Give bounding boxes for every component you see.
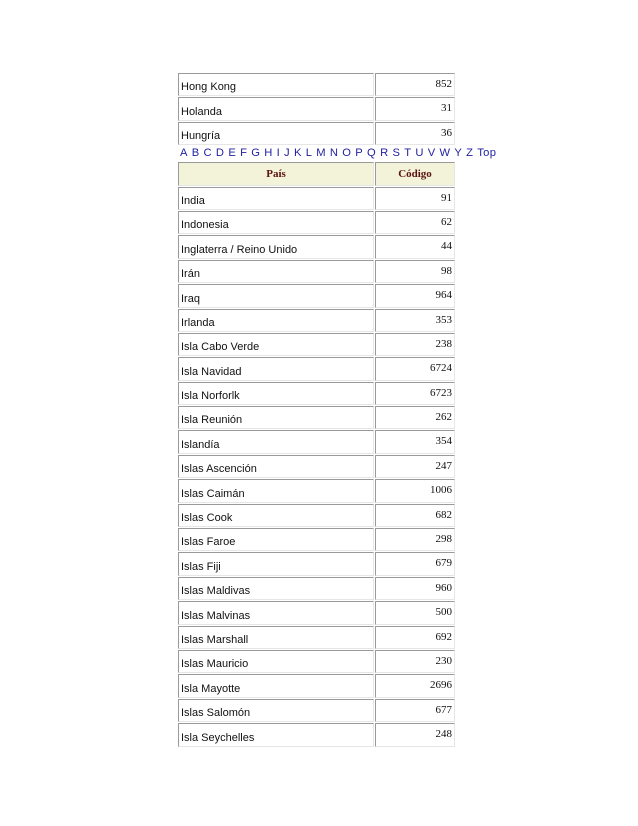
country-name: Islas Malvinas — [178, 601, 374, 624]
alphabet-link[interactable]: V — [427, 147, 436, 160]
table-row — [178, 673, 458, 697]
country-code-table — [178, 72, 497, 747]
alphabet-link[interactable]: A — [180, 147, 188, 160]
table-row — [178, 600, 458, 624]
alphabet-link[interactable]: J — [284, 147, 290, 160]
country-code: 6723 — [375, 382, 455, 405]
country-code: 6724 — [375, 357, 455, 380]
alphabet-link[interactable]: Y — [454, 147, 463, 160]
table-row — [178, 283, 458, 307]
header-code: Código — [375, 162, 455, 185]
country-code: 682 — [375, 504, 455, 527]
country-code: 262 — [375, 406, 455, 429]
country-code: 964 — [375, 284, 455, 307]
table-row — [178, 381, 458, 405]
header-country: País — [178, 162, 374, 185]
alphabet-link[interactable]: S — [392, 147, 401, 160]
alphabet-link[interactable]: Z — [466, 147, 474, 160]
country-name: Inglaterra / Reino Unido — [178, 235, 374, 258]
alphabet-link[interactable]: Q — [367, 147, 377, 160]
alphabet-link[interactable]: O — [342, 147, 352, 160]
alphabet-link[interactable]: D — [215, 147, 225, 160]
alphabet-link[interactable]: L — [305, 147, 313, 160]
country-code: 852 — [375, 73, 455, 96]
country-name: Islas Fiji — [178, 552, 374, 575]
alphabet-link[interactable]: C — [203, 147, 212, 160]
country-name: Irán — [178, 260, 374, 283]
country-code: 247 — [375, 455, 455, 478]
country-name: Islas Faroe — [178, 528, 374, 551]
table-row — [178, 625, 458, 649]
country-name: Islas Salomón — [178, 699, 374, 722]
country-name: Isla Reunión — [178, 406, 374, 429]
country-name: Irlanda — [178, 309, 374, 332]
country-name: Isla Mayotte — [178, 674, 374, 697]
alphabet-link[interactable]: I — [276, 147, 281, 160]
country-code: 91 — [375, 187, 455, 210]
country-name: Islas Ascención — [178, 455, 374, 478]
country-name: Hong Kong — [178, 73, 374, 96]
country-code: 238 — [375, 333, 455, 356]
country-code: 960 — [375, 577, 455, 600]
alphabet-link[interactable]: N — [329, 147, 339, 160]
table-body — [178, 186, 458, 747]
alphabet-link[interactable]: U — [415, 147, 424, 160]
country-code: 248 — [375, 723, 455, 746]
country-name: Isla Seychelles — [178, 723, 374, 746]
table-row — [178, 698, 458, 722]
table-row — [178, 576, 458, 600]
alphabet-link[interactable]: P — [355, 147, 364, 160]
country-name: India — [178, 187, 374, 210]
country-name: Islandía — [178, 430, 374, 453]
country-name: Hungría — [178, 122, 374, 145]
alphabet-link[interactable]: R — [380, 147, 389, 160]
country-code: 62 — [375, 211, 455, 234]
country-code: 1006 — [375, 479, 455, 502]
country-code: 354 — [375, 430, 455, 453]
country-code: 31 — [375, 97, 455, 120]
alphabet-link[interactable]: W — [439, 147, 451, 160]
country-name: Islas Maldivas — [178, 577, 374, 600]
table-row — [178, 356, 458, 380]
table-row — [178, 429, 458, 453]
country-code: 298 — [375, 528, 455, 551]
country-name: Iraq — [178, 284, 374, 307]
table-row — [178, 234, 458, 258]
table-row — [178, 722, 458, 746]
country-code: 679 — [375, 552, 455, 575]
country-code: 353 — [375, 309, 455, 332]
alphabet-nav — [180, 146, 497, 160]
country-code: 692 — [375, 626, 455, 649]
table-row — [178, 478, 458, 502]
alphabet-link[interactable]: K — [293, 147, 302, 160]
table-header — [178, 161, 458, 185]
alphabet-link[interactable]: F — [240, 147, 248, 160]
table-row — [178, 72, 458, 96]
country-code: 36 — [375, 122, 455, 145]
country-name: Indonesia — [178, 211, 374, 234]
country-name: Isla Navidad — [178, 357, 374, 380]
country-code: 230 — [375, 650, 455, 673]
table-row — [178, 503, 458, 527]
country-name: Islas Cook — [178, 504, 374, 527]
table-row — [178, 527, 458, 551]
table-row — [178, 259, 458, 283]
country-name: Islas Marshall — [178, 626, 374, 649]
alphabet-link[interactable]: H — [264, 147, 273, 160]
country-name: Islas Caimán — [178, 479, 374, 502]
table-row — [178, 551, 458, 575]
country-name: Holanda — [178, 97, 374, 120]
country-name: Islas Mauricio — [178, 650, 374, 673]
alphabet-link[interactable]: M — [316, 147, 326, 160]
alphabet-link[interactable]: B — [191, 147, 200, 160]
table-row — [178, 121, 458, 145]
alphabet-link[interactable]: E — [228, 147, 237, 160]
alphabet-link[interactable]: Top — [477, 147, 497, 160]
country-name: Isla Cabo Verde — [178, 333, 374, 356]
table-row — [178, 186, 458, 210]
country-name: Isla Norforlk — [178, 382, 374, 405]
alphabet-link[interactable]: G — [251, 147, 261, 160]
table-row — [178, 405, 458, 429]
table-row — [178, 454, 458, 478]
country-code: 44 — [375, 235, 455, 258]
alphabet-link[interactable]: T — [404, 147, 412, 160]
top-rows — [178, 72, 458, 145]
country-code: 2696 — [375, 674, 455, 697]
country-code: 500 — [375, 601, 455, 624]
country-code: 677 — [375, 699, 455, 722]
table-row — [178, 96, 458, 120]
table-row — [178, 210, 458, 234]
country-code: 98 — [375, 260, 455, 283]
table-row — [178, 308, 458, 332]
table-row — [178, 649, 458, 673]
table-row — [178, 332, 458, 356]
